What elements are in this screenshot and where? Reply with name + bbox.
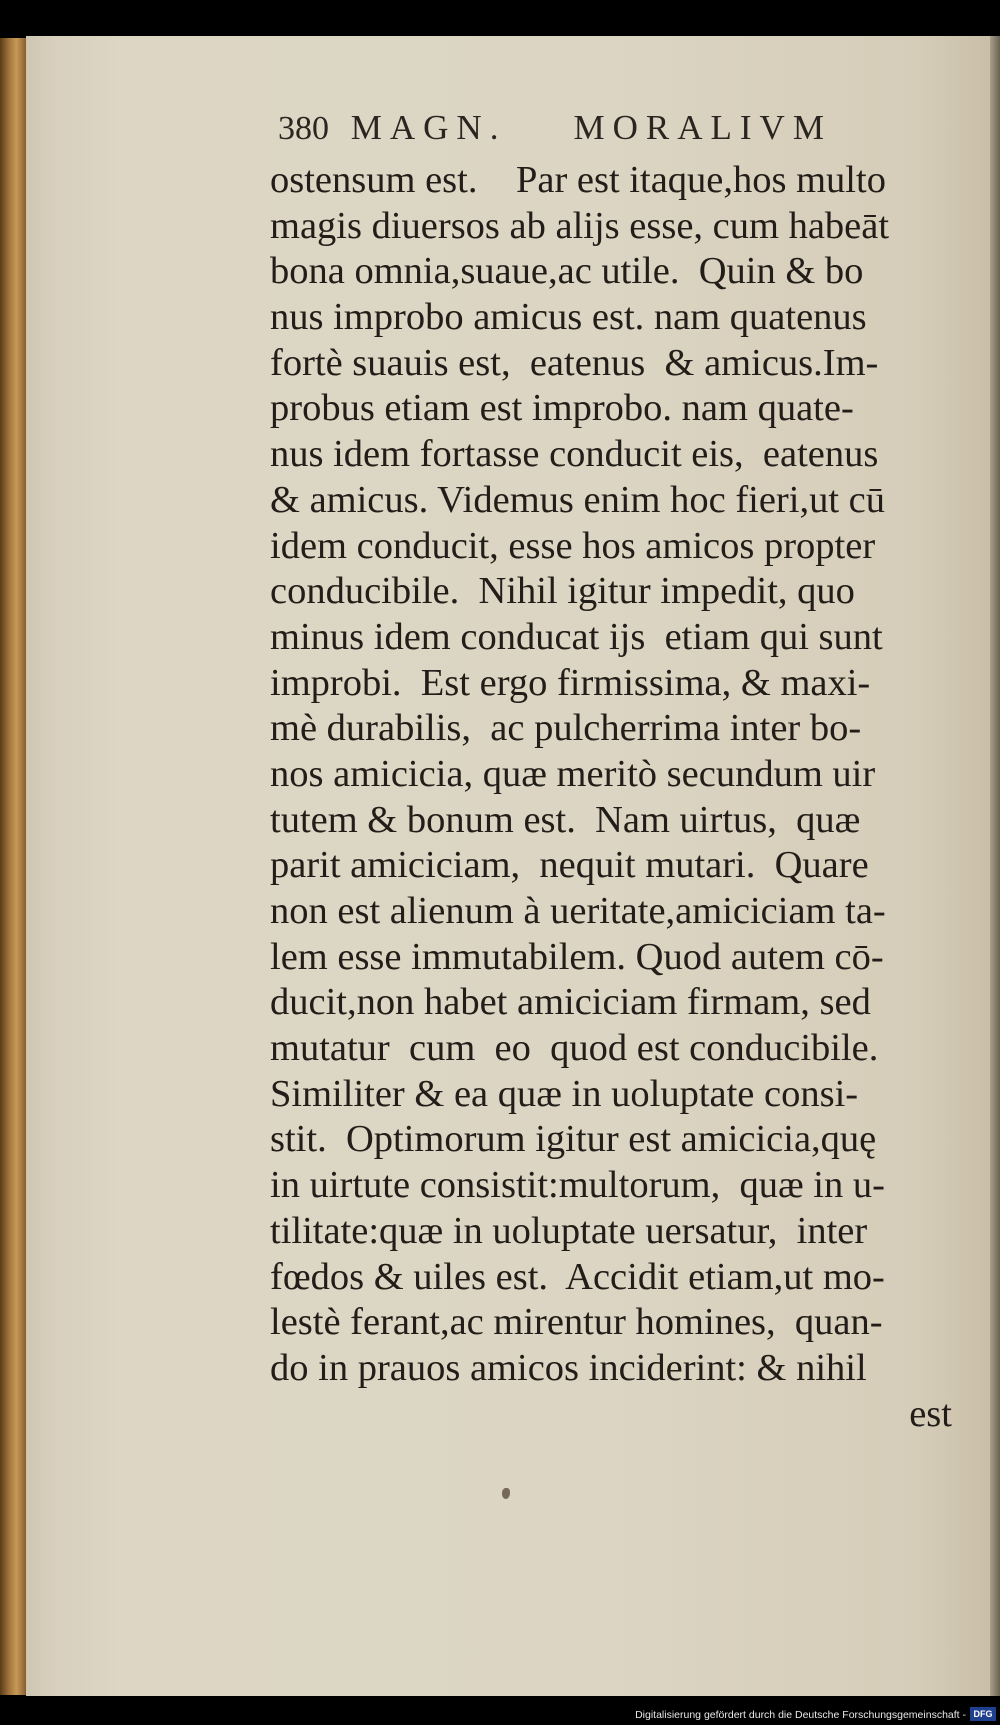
text-line: ostensum est. Par est itaque,hos multo bbox=[270, 159, 886, 201]
text-line: parit amiciciam, nequit mutari. Quare bbox=[270, 844, 869, 887]
text-line: fœdos & uiles est. Accidit etiam,ut mo- bbox=[270, 1255, 885, 1298]
page-gutter-shadow bbox=[990, 36, 1000, 1696]
text-line: nus idem fortasse conducit eis, eatenus bbox=[270, 433, 879, 476]
text-line: lem esse immutabilem. Quod autem cō- bbox=[270, 935, 884, 978]
text-line: nus improbo amicus est. nam quatenus bbox=[270, 296, 867, 339]
text-line: fortè suauis est, eatenus & amicus.Im- bbox=[270, 341, 879, 384]
text-line: Similiter & ea quæ in uoluptate consi- bbox=[270, 1072, 859, 1115]
text-line: nos amicicia, quæ meritò secundum uir bbox=[270, 752, 876, 795]
text-line: improbi. Est ergo firmissima, & maxi- bbox=[270, 661, 871, 704]
digitization-credit: Digitalisierung gefördert durch die Deutsche Forschungsgemeinschaft - bbox=[635, 1709, 966, 1721]
text-line: mutatur cum eo quod est conducibile. bbox=[270, 1027, 879, 1070]
text-line: mè durabilis, ac pulcherrima inter bo- bbox=[270, 707, 862, 750]
text-line: in uirtute consistit:multorum, quæ in u- bbox=[270, 1164, 885, 1207]
text-line: ducit,non habet amiciciam firmam, sed bbox=[270, 981, 871, 1024]
running-head-title: MORALIVM bbox=[573, 108, 832, 147]
text-line: lestè ferant,ac mirentur homines, quan- bbox=[270, 1301, 883, 1344]
running-head bbox=[278, 108, 918, 148]
text-line: non est alienum à ueritate,amiciciam ta- bbox=[270, 890, 886, 932]
text-line: probus etiam est improbo. nam quate- bbox=[270, 387, 854, 430]
text-line: conducibile. Nihil igitur impedit, quo bbox=[270, 570, 855, 613]
text-line: do in prauos amicos inciderint: & nihil bbox=[270, 1346, 867, 1389]
body-text bbox=[270, 158, 970, 1437]
text-line: minus idem conducat ijs etiam qui sunt bbox=[270, 615, 883, 658]
dfg-logo-icon: DFG bbox=[970, 1707, 996, 1721]
text-line: idem conducit, esse hos amicos propter bbox=[270, 524, 876, 567]
text-line: tutem & bonum est. Nam uirtus, quæ bbox=[270, 798, 861, 841]
page-number: 380 bbox=[278, 110, 329, 147]
text-line: stit. Optimorum igitur est amicicia,quę bbox=[270, 1118, 877, 1161]
text-line: tilitate:quæ in uoluptate uersatur, inter bbox=[270, 1209, 868, 1252]
running-head-book: MAGN. bbox=[350, 108, 507, 147]
text-line: & amicus. Videmus enim hoc fieri,ut cū bbox=[270, 478, 885, 521]
text-line: magis diuersos ab alijs esse, cum habeāt bbox=[270, 204, 890, 247]
catchword: est bbox=[909, 1392, 952, 1435]
text-line: bona omnia,suaue,ac utile. Quin & bo bbox=[270, 250, 864, 293]
